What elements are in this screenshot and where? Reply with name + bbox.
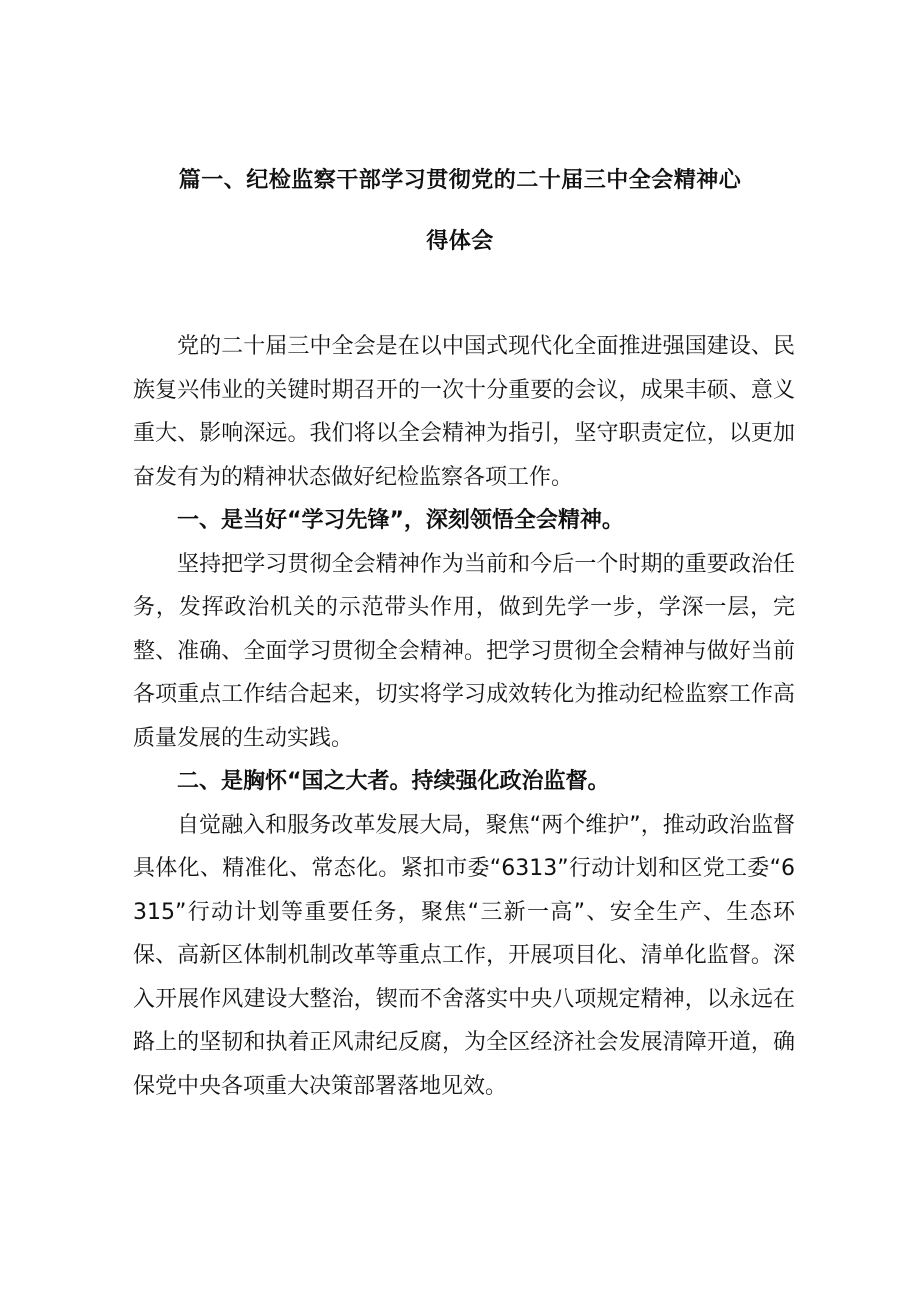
section-heading-1: 一、是当好“学习先锋”，深刻领悟全会精神。 bbox=[177, 508, 624, 533]
section-heading-2: 二、是胸怀“国之大者。持续强化政治监督。 bbox=[177, 769, 610, 794]
section-paragraph-2: 自觉融入和服务改革发展大局，聚焦“两个维护”，推动政治监督具体化、精准化、常态化。紧扣市委“6313”行动计划和区党工委“6315”行动计划等重要任务，聚焦“三新一高”、安全生产、生态环保、高新区体制机制改革等重点工作，开展项目化、清单化监督。深入开展作风建设大整治，锲而不舍落实中央八项规定精神，以永远在路上的坚韧和执着正风肃纪反腐，为全区经济社会发展清障开道，确保党中央各项重大决策部署落地见效。 bbox=[133, 812, 795, 1099]
document-title-line-2: 得体会 bbox=[426, 229, 494, 254]
section-paragraph-1: 坚持把学习贯彻全会精神作为当前和今后一个时期的重要政治任务，发挥政治机关的示范带头作用，做到先学一步，学深一层，完整、准确、全面学习贯彻全会精神。把学习贯彻全会精神与做好当前各项重点工作结合起来，切实将学习成效转化为推动纪检监察工作高质量发展的生动实践。 bbox=[133, 551, 795, 751]
document-body bbox=[133, 325, 795, 1108]
document-title-line-1: 篇一、纪检监察干部学习贯彻党的二十届三中全会精神心 bbox=[178, 168, 742, 193]
intro-paragraph: 党的二十届三中全会是在以中国式现代化全面推进强国建设、民族复兴伟业的关键时期召开的一次十分重要的会议，成果丰硕、意义重大、影响深远。我们将以全会精神为指引，坚守职责定位，以更加奋发有为的精神状态做好纪检监察各项工作。 bbox=[133, 334, 795, 490]
